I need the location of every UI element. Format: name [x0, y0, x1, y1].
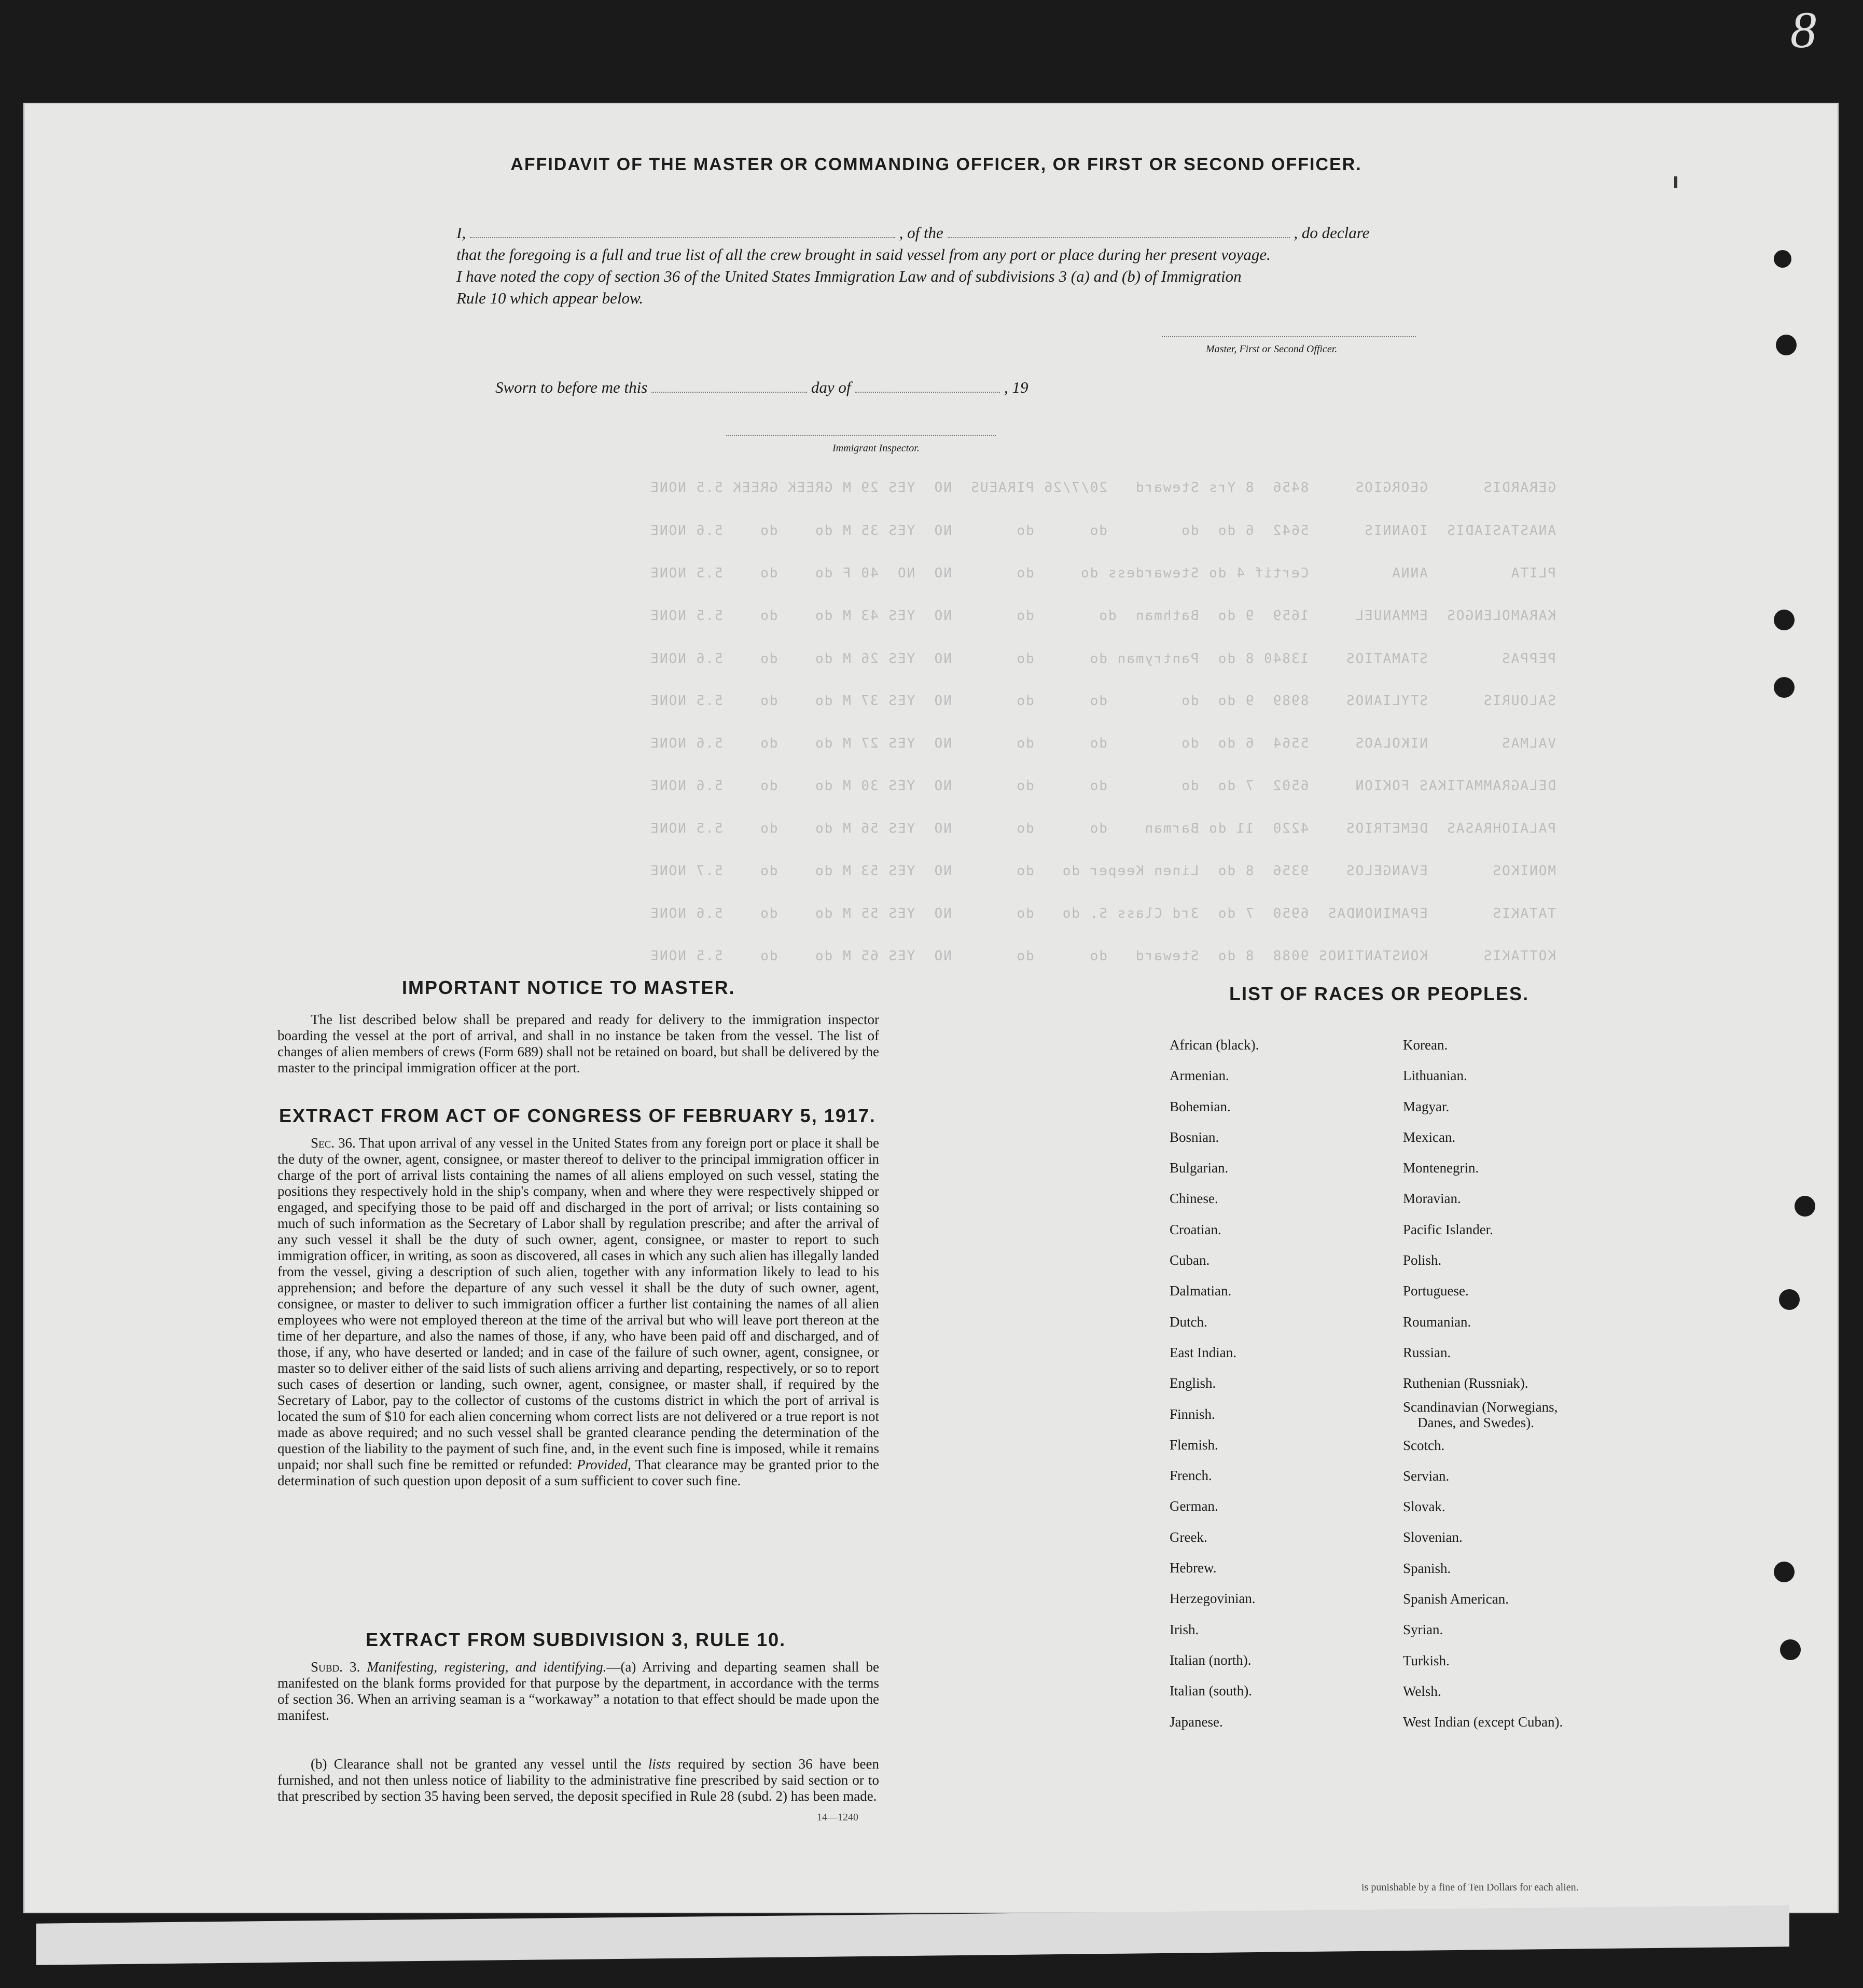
margin-mark	[1674, 176, 1677, 188]
race-item: Ruthenian (Russniak).	[1403, 1375, 1528, 1391]
binder-hole	[1774, 1562, 1795, 1582]
race-item: Russian.	[1403, 1344, 1451, 1360]
extract-act-text	[277, 1135, 879, 1489]
race-item: Armenian.	[1170, 1068, 1229, 1084]
race-item: Scandinavian (Norwegians,	[1403, 1399, 1558, 1415]
bleed-row: KARAMOLENGOS EMMANUEL 1659 9 do Bathman do do NO YES 43 M do do 5.5 NONE	[649, 608, 1556, 624]
sworn-text: Sworn to before me this	[495, 378, 648, 396]
race-item: Welsh.	[1403, 1683, 1441, 1699]
declaration-line-2: that the foregoing is a full and true list of all the crew brought in said vessel from any port or place during her present voyage.	[456, 245, 1271, 264]
race-item: Magyar.	[1403, 1098, 1450, 1114]
race-item: Bulgarian.	[1170, 1160, 1229, 1176]
bleed-row: VALMAS NIKOLAOS 5564 6 do do do do NO YES 27 M do do 5.6 NONE	[649, 736, 1556, 751]
sworn-day-of: day of	[811, 378, 851, 396]
race-item: Dalmatian.	[1170, 1283, 1232, 1299]
race-item: Portuguese.	[1403, 1283, 1469, 1299]
race-item: Greek.	[1170, 1529, 1207, 1545]
extract-rule-title: EXTRACT FROM SUBDIVISION 3, RULE 10.	[366, 1629, 786, 1650]
race-item: Finnish.	[1170, 1406, 1215, 1422]
race-item: Slovenian.	[1403, 1529, 1463, 1545]
race-item: Montenegrin.	[1403, 1160, 1479, 1176]
race-item: French.	[1170, 1468, 1212, 1484]
bleed-row: PEPPAS STAMATIOS 13840 8 do Pantryman do do NO YES 26 M do do 5.6 NONE	[649, 651, 1556, 667]
race-item: Roumanian.	[1403, 1314, 1471, 1330]
notice-text: The list described below shall be prepared and ready for delivery to the immigration inspector boarding the vessel at the port of arrival, and shall in no instance be taken from the vessel. The list of changes of alien members of crews (Form 689) shall not be retained on board, but shall be delivered by the master to the principal immigration officer at the port.	[277, 1012, 879, 1075]
decl-i: I,	[456, 224, 466, 242]
inspector-label: Immigrant Inspector.	[832, 443, 920, 454]
race-item: African (black).	[1170, 1037, 1259, 1053]
master-signature-line[interactable]	[1162, 336, 1416, 337]
race-item: Slovak.	[1403, 1499, 1445, 1515]
bleed-row: KOTTAKIS KONSTANTINOS 9088 8 do Steward do do NO YES 65 M do do 5.5 NONE	[649, 948, 1556, 964]
race-item: Irish.	[1170, 1621, 1199, 1637]
sworn-year: , 19	[1004, 378, 1028, 396]
race-item: Polish.	[1403, 1252, 1442, 1268]
race-item: Korean.	[1403, 1037, 1448, 1053]
race-item: Italian (south).	[1170, 1683, 1252, 1699]
race-item: Syrian.	[1403, 1622, 1443, 1638]
race-item: Bosnian.	[1170, 1129, 1219, 1145]
race-item: Cuban.	[1170, 1252, 1210, 1268]
affidavit-title: AFFIDAVIT OF THE MASTER OR COMMANDING OFFICER, OR FIRST OR SECOND OFFICER.	[510, 155, 1362, 174]
section-36-body: That upon arrival of any vessel in the United States from any foreign port or place it shall be the duty of the owner, agent, consignee, or master thereof to deliver to the principal immigration officer in charge of the port of arrival lists containing the names of all aliens employed on such vessel, stating the positions they respectively hold in the ship's company, when and where they were respectively shipped or engaged, and specifying those to be paid off and discharged in the port of arrival; or lists containing so much of such information as the Secretary of Labor shall by regulation prescribe; and after the arrival of any such vessel it shall be the duty of such owner, agent, consignee, or master to report to such immigration officer, in writing, as soon as discovered, all cases in which any such alien has illegally landed from the vessel, giving a description of such alien, together with any information likely to lead to his apprehension; and before the departure of any such vessel it shall be the duty of such owner, agent, consignee, or master to deliver to such immigration officer a further list containing the names of all alien employees who were not employed thereon at the time of the arrival but who will leave port thereon at the time of her departure, and also the names of those, if any, who have been paid off and discharged, and of those, if any, who have deserted or landed; and in case of the failure of such owner, agent, consignee, or master so to deliver either of the said lists of such aliens arriving and departing, respectively, or so to report such cases of desertion or landing, such owner, agent, consignee, or master shall, if required by the Secretary of Labor, pay to the collector of customs of the customs district in which the port of arrival is located the sum of $10 for each alien concerning whom correct lists are not delivered or a true report is not made as above required; and no such vessel shall be granted clearance pending the determination of the question of the liability to the payment of such fine, and, in the event such fine is imposed, while it remains unpaid; nor shall such fine be remitted or refunded:	[277, 1135, 880, 1472]
bottom-note: is punishable by a fine of Ten Dollars for each alien.	[1361, 1882, 1579, 1893]
race-item: Croatian.	[1170, 1221, 1221, 1237]
binder-hole	[1779, 1289, 1800, 1310]
bleed-row: SALOURIS STYLIANOS 8989 9 do do do do NO YES 37 M do do 5.5 NONE	[649, 693, 1556, 709]
inspector-signature-line[interactable]	[726, 435, 996, 436]
decl-of-the: , of the	[899, 224, 943, 242]
subd-b-lead: (b) Clearance shall not be granted any vessel until the	[311, 1756, 642, 1772]
race-item: Chinese.	[1170, 1191, 1218, 1207]
sworn-line	[495, 377, 1170, 398]
notice-title: IMPORTANT NOTICE TO MASTER.	[402, 977, 735, 998]
subd-b-rest: required by section 36 have been furnished, and not then unless notice of liability to the administrative fine prescribed by said section or to that prescribed by section 35 having been served, the deposit specified in Rule 28 (subd. 2) has been made.	[277, 1756, 880, 1804]
sworn-month-field[interactable]	[855, 392, 1000, 393]
races-right-column	[1403, 1030, 1673, 1738]
vessel-name-field[interactable]	[948, 237, 1290, 238]
extract-act-title: EXTRACT FROM ACT OF CONGRESS OF FEBRUARY 5, 1917.	[279, 1105, 876, 1126]
subd-label: Subd. 3.	[311, 1659, 360, 1675]
race-item: Japanese.	[1170, 1714, 1223, 1730]
bleed-row: DELAGRAMMATIKAS FOKION 6502 7 do do do do NO YES 30 M do do 5.6 NONE	[649, 778, 1556, 794]
corner-page-mark: 8	[1790, 1, 1816, 59]
provided-word: Provided,	[577, 1457, 631, 1472]
races-title: LIST OF RACES OR PEOPLES.	[1229, 983, 1530, 1004]
master-signature-label: Master, First or Second Officer.	[1206, 343, 1338, 355]
declaration-line-1	[456, 222, 1494, 244]
sworn-day-field[interactable]	[651, 392, 807, 393]
declaration-line-3: I have noted the copy of section 36 of the United States Immigration Law and of subdivisions 3 (a) and (b) of Immigration	[456, 267, 1242, 285]
subd-a-body: —(a) Arriving and departing seamen shall be manifested on the blank forms provided for that purpose by the department, in accordance with the terms of section 36. When an arriving seaman is a “workaway” a notation to that effect should be made upon the manifest.	[277, 1659, 879, 1723]
bleed-row: MONIKOS EVANGELOS 9356 8 do Linen Keeper do do NO YES 53 M do do 5.7 NONE	[649, 863, 1556, 879]
race-item: Spanish American.	[1403, 1591, 1509, 1607]
race-item: Hebrew.	[1170, 1560, 1217, 1576]
officer-name-field[interactable]	[470, 237, 895, 238]
section-36-label: Sec. 36.	[311, 1135, 356, 1151]
binder-hole	[1776, 335, 1797, 355]
subdivision-b-text	[277, 1756, 879, 1804]
race-item: Servian.	[1403, 1468, 1450, 1484]
binder-hole	[1795, 1196, 1815, 1217]
race-item: Turkish.	[1403, 1652, 1450, 1668]
bleed-row: PLITA ANNA Certif 4 do Stewardess do do NO NO 40 F do do 5.5 NONE	[649, 565, 1556, 581]
form-number: 14—1240	[817, 1812, 858, 1823]
race-item: Flemish.	[1170, 1437, 1218, 1453]
binder-hole	[1780, 1639, 1801, 1660]
race-item: Bohemian.	[1170, 1098, 1231, 1114]
race-item: German.	[1170, 1498, 1218, 1514]
race-item: East Indian.	[1170, 1344, 1236, 1360]
bleed-row: PALAIOHRASAS DEMETRIOS 4220 11 do Barman do do NO YES 56 M do do 5.5 NONE	[649, 821, 1556, 836]
binder-hole	[1774, 677, 1795, 698]
declaration-line-4: Rule 10 which appear below.	[456, 289, 644, 307]
race-item: Scotch.	[1403, 1437, 1445, 1453]
binder-hole	[1774, 250, 1791, 268]
race-item: Moravian.	[1403, 1191, 1461, 1207]
race-item: West Indian (except Cuban).	[1403, 1714, 1563, 1730]
races-left-column	[1170, 1030, 1387, 1737]
race-item: Mexican.	[1403, 1129, 1456, 1145]
page-edge	[36, 1905, 1789, 1965]
subdivision-a-text	[277, 1659, 879, 1723]
binder-hole	[1774, 610, 1795, 630]
race-item: Italian (north).	[1170, 1652, 1252, 1668]
race-item: English.	[1170, 1375, 1216, 1391]
race-item: Danes, and Swedes).	[1417, 1414, 1534, 1430]
race-item: Lithuanian.	[1403, 1068, 1467, 1084]
bleed-row: GERARDIS GEORGIOS 8456 8 Yrs Steward 20/7/26 PIRAEUS NO YES 29 M GREEK GREEK 5.5 NONE	[649, 480, 1556, 495]
race-item: Dutch.	[1170, 1314, 1207, 1330]
race-item: Herzegovinian.	[1170, 1591, 1256, 1607]
subd-heading: Manifesting, registering, and identifying.	[367, 1659, 607, 1675]
section-36-tail: That clearance may be granted prior to the determination of such question upon deposit of a sum sufficient to cover such fine.	[277, 1457, 880, 1488]
race-item: Spanish.	[1403, 1560, 1451, 1576]
race-item: Pacific Islander.	[1403, 1221, 1493, 1237]
subd-b-lists: lists	[648, 1756, 671, 1772]
bleed-row: ANASTASIADIS IOANNIS 5642 6 do do do do NO YES 35 M do do 5.6 NONE	[649, 523, 1556, 539]
decl-do-declare: , do declare	[1294, 224, 1370, 242]
bleed-row: TATAKIS EPAMINONDAS 6950 7 do 3rd Class S. do do NO YES 55 M do do 5.6 NONE	[649, 906, 1556, 921]
